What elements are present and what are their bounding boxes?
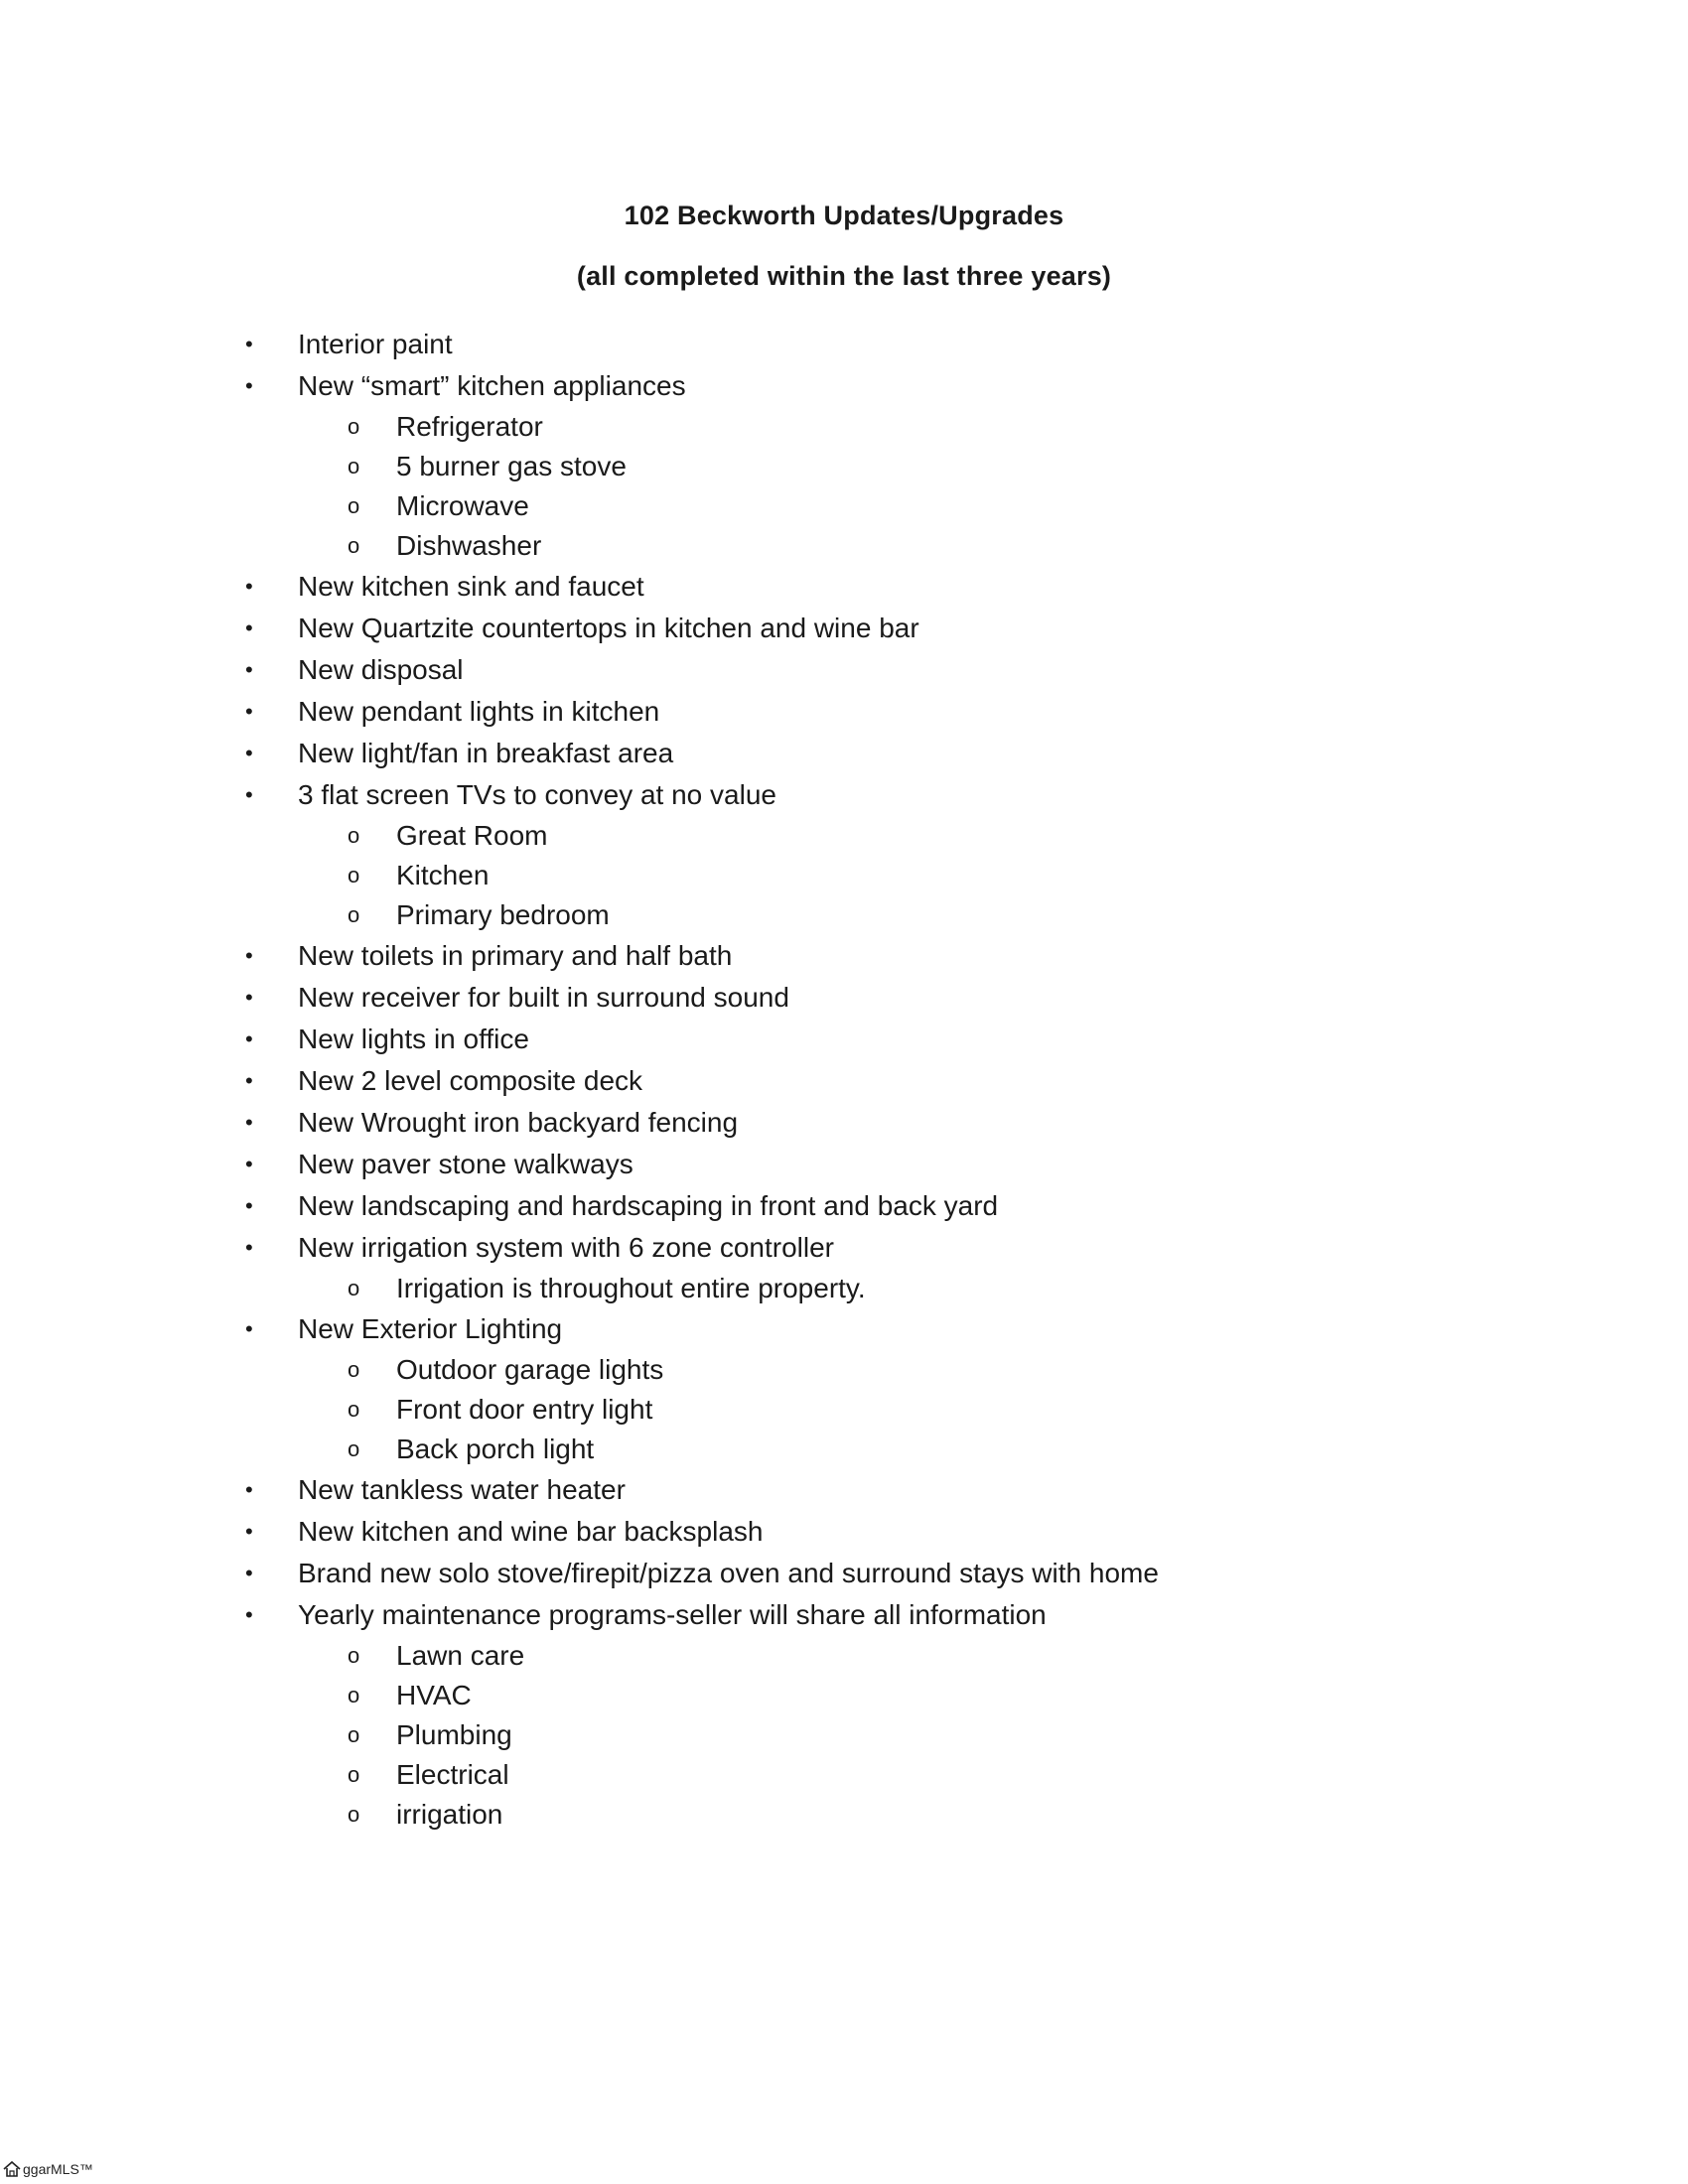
sub-list-item xyxy=(0,526,1688,566)
sub-list-item xyxy=(0,1636,1688,1676)
sub-bullet-icon: o xyxy=(348,863,360,887)
bullet-icon: • xyxy=(245,332,253,356)
list-item-text: New light/fan in breakfast area xyxy=(298,738,674,768)
list-item xyxy=(0,1185,1688,1227)
list-item xyxy=(0,774,1688,816)
list-item xyxy=(0,649,1688,691)
bullet-icon: • xyxy=(245,1026,253,1051)
sub-bullet-icon: o xyxy=(348,1436,360,1461)
sub-bullet-icon: o xyxy=(348,1762,360,1787)
sub-list-item xyxy=(0,1715,1688,1755)
list-item xyxy=(0,935,1688,977)
list-item xyxy=(0,566,1688,608)
bullet-icon: • xyxy=(245,615,253,640)
bullet-icon: • xyxy=(245,1068,253,1093)
sub-list-item xyxy=(0,1795,1688,1835)
list-item xyxy=(0,1469,1688,1511)
sub-bullet-icon: o xyxy=(348,902,360,927)
bullet-icon: • xyxy=(245,985,253,1010)
sub-list-item-text: Electrical xyxy=(396,1759,509,1790)
sub-list-item-text: Microwave xyxy=(396,490,529,521)
sub-list-item xyxy=(0,1755,1688,1795)
sub-list-item-text: Great Room xyxy=(396,820,548,851)
house-icon xyxy=(2,2159,22,2179)
list-item-text: New 2 level composite deck xyxy=(298,1065,643,1096)
sub-bullet-icon: o xyxy=(348,493,360,518)
sub-bullet-icon: o xyxy=(348,1643,360,1668)
sub-list-item-text: Lawn care xyxy=(396,1640,525,1671)
sub-bullet-icon: o xyxy=(348,533,360,558)
sub-bullet-icon: o xyxy=(348,1683,360,1707)
list-item-text: 3 flat screen TVs to convey at no value xyxy=(298,779,776,810)
sub-list-item xyxy=(0,486,1688,526)
sub-list-item-text: Plumbing xyxy=(396,1719,512,1750)
list-item xyxy=(0,324,1688,365)
list-item-text: New kitchen sink and faucet xyxy=(298,571,644,602)
sub-list-item-text: Irrigation is throughout entire property. xyxy=(396,1273,866,1303)
bullet-icon: • xyxy=(245,1477,253,1502)
list-item-text: New landscaping and hardscaping in front and back yard xyxy=(298,1190,999,1221)
list-item-text: New disposal xyxy=(298,654,464,685)
sub-list-item-text: Primary bedroom xyxy=(396,899,610,930)
bullet-icon: • xyxy=(245,1519,253,1544)
sub-list-item xyxy=(0,895,1688,935)
bullet-icon: • xyxy=(245,782,253,807)
sub-bullet-icon: o xyxy=(348,823,360,848)
bullet-icon: • xyxy=(245,1602,253,1627)
bullet-icon: • xyxy=(245,657,253,682)
bullet-icon: • xyxy=(245,1152,253,1176)
bullet-icon: • xyxy=(245,373,253,398)
sub-list-item xyxy=(0,1430,1688,1469)
mls-logo-text: ggarMLS™ xyxy=(23,2161,93,2177)
list-item xyxy=(0,1308,1688,1350)
bullet-icon: • xyxy=(245,699,253,724)
sub-list-item-text: irrigation xyxy=(396,1799,503,1830)
bullet-icon: • xyxy=(245,943,253,968)
list-item-text: New irrigation system with 6 zone controller xyxy=(298,1232,834,1263)
sub-bullet-icon: o xyxy=(348,414,360,439)
list-item xyxy=(0,1019,1688,1060)
sub-list-item-text: 5 burner gas stove xyxy=(396,451,627,481)
list-item xyxy=(0,365,1688,407)
list-item-text: New kitchen and wine bar backsplash xyxy=(298,1516,764,1547)
list-item-text: New tankless water heater xyxy=(298,1474,626,1505)
sub-bullet-icon: o xyxy=(348,1357,360,1382)
bullet-icon: • xyxy=(245,1110,253,1135)
list-item xyxy=(0,1060,1688,1102)
sub-list-item-text: Kitchen xyxy=(396,860,490,890)
list-item xyxy=(0,977,1688,1019)
mls-logo xyxy=(2,2159,93,2179)
sub-bullet-icon: o xyxy=(348,1397,360,1422)
sub-list-item-text: Refrigerator xyxy=(396,411,543,442)
sub-list-item xyxy=(0,1676,1688,1715)
sub-list-item xyxy=(0,816,1688,856)
list-item-text: New pendant lights in kitchen xyxy=(298,696,660,727)
list-item-text: New receiver for built in surround sound xyxy=(298,982,789,1013)
sub-bullet-icon: o xyxy=(348,1802,360,1827)
sub-list-item xyxy=(0,1269,1688,1308)
sub-bullet-icon: o xyxy=(348,1276,360,1300)
list-item-text: New Exterior Lighting xyxy=(298,1313,563,1344)
list-item-text: New toilets in primary and half bath xyxy=(298,940,733,971)
sub-list-item xyxy=(0,1390,1688,1430)
sub-bullet-icon: o xyxy=(348,454,360,478)
bullet-icon: • xyxy=(245,741,253,765)
list-item xyxy=(0,608,1688,649)
list-item xyxy=(0,733,1688,774)
sub-list-item xyxy=(0,407,1688,447)
sub-list-item-text: Outdoor garage lights xyxy=(396,1354,664,1385)
sub-bullet-icon: o xyxy=(348,1722,360,1747)
sub-list-item xyxy=(0,447,1688,486)
updates-list xyxy=(0,324,1688,1835)
list-item-text: New Wrought iron backyard fencing xyxy=(298,1107,739,1138)
list-item-text: New Quartzite countertops in kitchen and wine bar xyxy=(298,613,919,643)
list-item xyxy=(0,1144,1688,1185)
sub-list-item-text: HVAC xyxy=(396,1680,472,1710)
list-item-text: New lights in office xyxy=(298,1024,529,1054)
list-item xyxy=(0,1102,1688,1144)
list-item-text: New “smart” kitchen appliances xyxy=(298,370,686,401)
bullet-icon: • xyxy=(245,1193,253,1218)
list-item xyxy=(0,1553,1688,1594)
list-item xyxy=(0,1227,1688,1269)
sub-list-item-text: Front door entry light xyxy=(396,1394,653,1425)
sub-list-item xyxy=(0,856,1688,895)
list-item xyxy=(0,1511,1688,1553)
sub-list-item xyxy=(0,1350,1688,1390)
list-item-text: Yearly maintenance programs-seller will share all information xyxy=(298,1599,1047,1630)
bullet-icon: • xyxy=(245,1561,253,1585)
list-item-text: New paver stone walkways xyxy=(298,1149,633,1179)
bullet-icon: • xyxy=(245,1235,253,1260)
sub-list-item-text: Back porch light xyxy=(396,1433,595,1464)
bullet-icon: • xyxy=(245,1316,253,1341)
list-item xyxy=(0,691,1688,733)
list-item-text: Brand new solo stove/firepit/pizza oven and surround stays with home xyxy=(298,1558,1159,1588)
document-title: 102 Beckworth Updates/Upgrades xyxy=(624,201,1064,230)
list-item xyxy=(0,1594,1688,1636)
sub-list-item-text: Dishwasher xyxy=(396,530,542,561)
list-item-text: Interior paint xyxy=(298,329,453,359)
bullet-icon: • xyxy=(245,574,253,599)
document-subtitle: (all completed within the last three years) xyxy=(576,261,1112,291)
